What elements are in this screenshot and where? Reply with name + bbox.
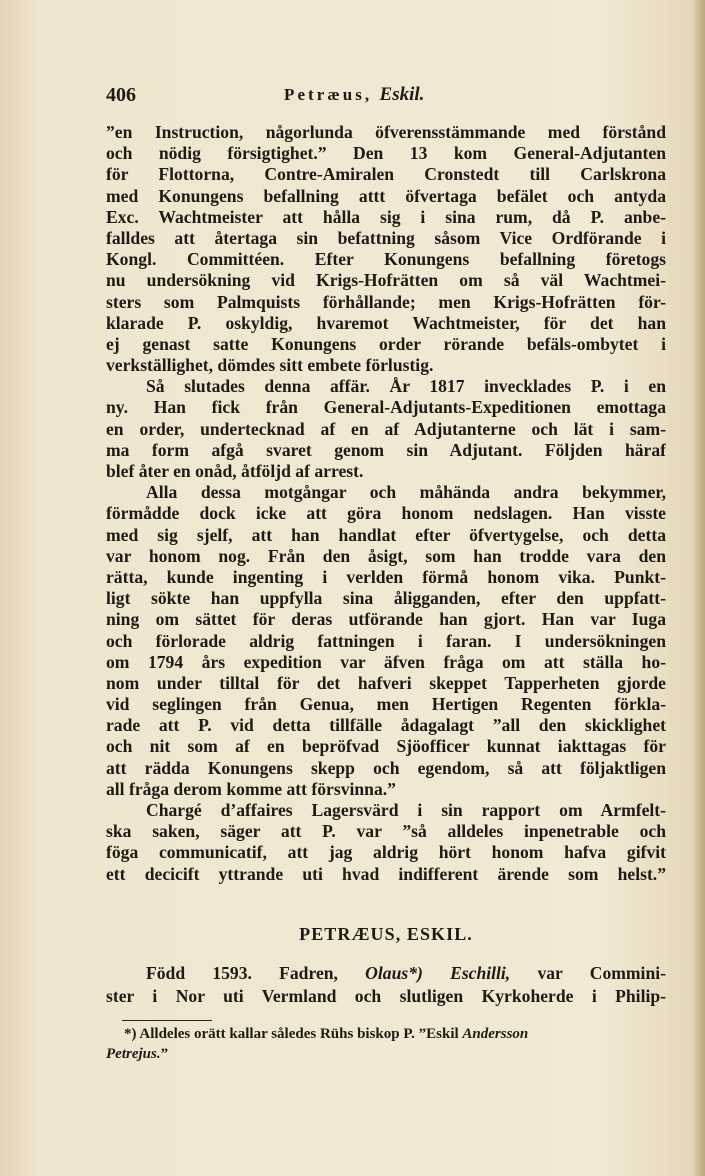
footnote-text: ” <box>160 1046 169 1062</box>
text-line: nom under tilltal för det hafveri skeppet Tapperheten gjorde <box>106 672 666 693</box>
text-span: var Commini- <box>510 963 666 983</box>
text-line: var honom nog. Från den åsigt, som han trodde vara den <box>106 545 666 566</box>
text-line: om 1794 års expedition var äfven fråga om att ställa ho- <box>106 651 666 672</box>
text-line: och förlorade aldrig fattningen i faran. I undersökningen <box>106 630 666 651</box>
text-line: ligt sökte han uppfylla sina åligganden, efter den uppfatt- <box>106 588 666 609</box>
text-line: Exc. Wachtmeister att hålla sig i sina rum, då P. anbe- <box>106 206 666 227</box>
text-line: falldes att återtaga sin befattning såsom Vice Ordförande i <box>106 227 666 248</box>
text-line: vid seglingen från Genua, men Hertigen Regenten förkla- <box>106 694 666 715</box>
text-line: rade att P. vid detta tillfälle ådagalagt ”all den skicklighet <box>106 715 666 736</box>
text-line: förmådde dock icke att göra honom nedslagen. Han visste <box>106 503 666 524</box>
text-span-italic: Olaus*) <box>365 963 423 983</box>
text-line: med sig sjelf, att han handlat efter öfvertygelse, och detta <box>106 524 666 545</box>
text-line: Så slutades denna affär. År 1817 invecklades P. i en <box>146 376 666 397</box>
text-line <box>106 962 666 985</box>
text-line: all fråga derom komme att försvinna.” <box>106 778 396 799</box>
text-line: ett decicift yttrande uti hvad indifferent ärende som helst.” <box>106 863 666 884</box>
main-text <box>106 122 666 885</box>
running-head-given-name: Eskil. <box>379 84 425 105</box>
footnote-rule <box>122 1020 212 1021</box>
text-span <box>423 963 450 983</box>
text-line: och nit som af en bepröfvad Sjöofficer kunnat iakttagas för <box>106 736 666 757</box>
text-line: Kongl. Committéen. Efter Konungens befallning företogs <box>106 249 666 270</box>
footnote-line <box>106 1044 666 1064</box>
page-number: 406 <box>106 84 136 106</box>
text-line: att rädda Konungens skepp och egendom, så att följaktligen <box>106 757 666 778</box>
text-line: rätta, kunde ingenting i verlden förmå honom vika. Punkt- <box>106 566 666 587</box>
section-text <box>106 962 666 1008</box>
text-line: ”en Instruction, någorlunda öfverensstämmande med förstånd <box>106 122 666 142</box>
text-line: ning om sättet för deras utförande han gjort. Han var Iuga <box>106 609 666 630</box>
text-line: ma form afgå svaret genom sin Adjutant. Följden häraf <box>106 439 666 460</box>
text-span-italic: Eschilli, <box>450 963 511 983</box>
text-span: Född 1593. Fadren, <box>146 963 366 983</box>
text-line: Chargé d’affaires Lagersvärd i sin rapport om Armfelt- <box>146 800 666 820</box>
text-line: klarade P. oskyldig, hvaremot Wachtmeister, för det han <box>106 312 666 333</box>
footnote-text: *) Alldeles orätt kallar således Rühs biskop P. ”Eskil <box>124 1026 463 1042</box>
text-line: Alla dessa motgångar och måhända andra bekymmer, <box>146 482 666 503</box>
section-heading: PETRÆUS, ESKIL. <box>299 924 473 944</box>
text-line: en order, undertecknad af en af Adjutanterne och lät i sam- <box>106 418 666 439</box>
footnote <box>106 1024 666 1064</box>
page-header <box>106 84 666 114</box>
text-line: ny. Han fick från General-Adjutants-Expeditionen emottaga <box>106 397 666 418</box>
footnote-line <box>106 1024 666 1044</box>
text-line: nu undersökning vid Krigs-Hofrätten om så väl Wachtmei- <box>106 270 666 291</box>
text-line: ska saken, säger att P. var ”så alldeles inpenetrable och <box>106 821 666 842</box>
text-line: och nödig försigtighet.” Den 13 kom General-Adjutanten <box>106 143 666 164</box>
running-head-name: Petræus, <box>284 85 380 104</box>
text-line: ster i Nor uti Vermland och slutligen Kyrkoherde i Philip- <box>106 986 666 1006</box>
running-head <box>284 84 424 106</box>
text-line: blef åter en onåd, åtföljd af arrest. <box>106 461 364 481</box>
footnote-text-italic: Andersson <box>462 1026 529 1042</box>
text-line: föga communicatif, att jag aldrig hört honom hafva gifvit <box>106 842 666 863</box>
text-line: för Flottorna, Contre-Amiralen Cronstedt till Carlskrona <box>106 164 666 185</box>
text-line: ej genast satte Konungens order rörande befäls-ombytet i <box>106 333 666 354</box>
text-line: verkställighet, dömdes sitt embete förlustig. <box>106 355 434 376</box>
page-edge-shadow <box>695 0 705 1176</box>
text-line: sters som Palmquists förhållande; men Krigs-Hofrätten för- <box>106 291 666 312</box>
text-line: med Konungens befallning attt öfvertaga befälet och antyda <box>106 185 666 206</box>
footnote-text-italic: Petrejus. <box>106 1046 161 1062</box>
